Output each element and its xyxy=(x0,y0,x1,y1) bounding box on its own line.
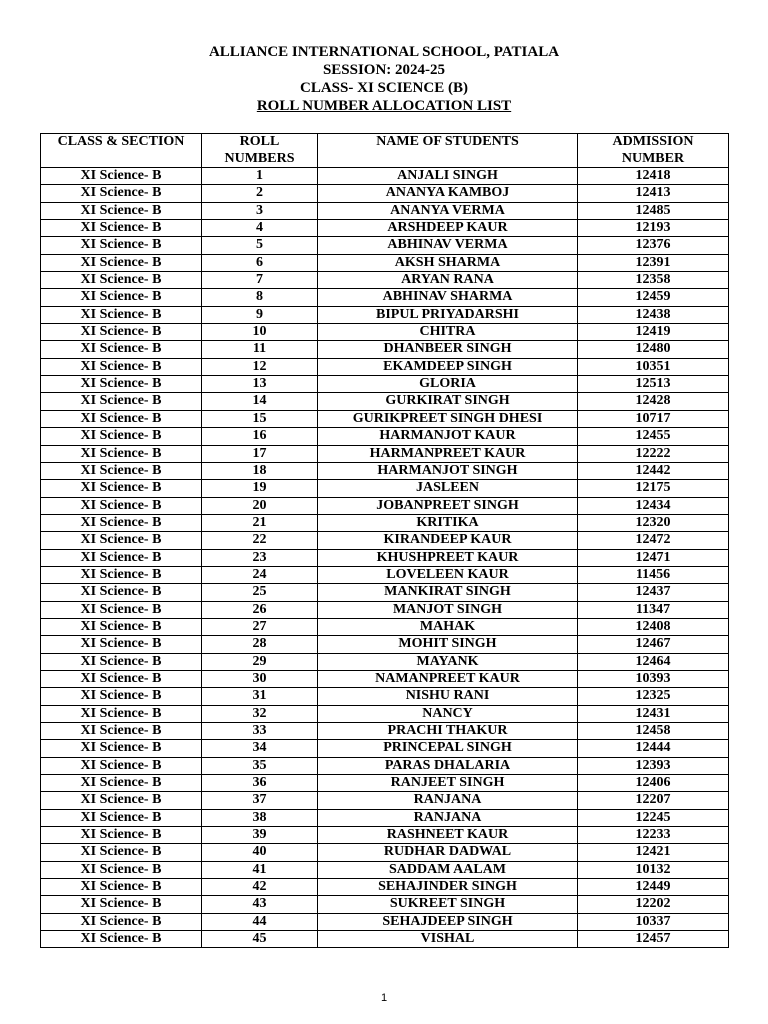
table-header-row xyxy=(41,134,729,168)
admission-number-cell: 12421 xyxy=(578,844,729,861)
class-section-cell: XI Science- B xyxy=(41,497,202,514)
student-name-cell: RANJANA xyxy=(318,792,578,809)
admission-number-cell: 10337 xyxy=(578,913,729,930)
student-name-cell: MAYANK xyxy=(318,653,578,670)
student-name-cell: RUDHAR DADWAL xyxy=(318,844,578,861)
student-name-cell: GLORIA xyxy=(318,376,578,393)
student-name-cell: RANJANA xyxy=(318,809,578,826)
admission-number-cell: 12437 xyxy=(578,584,729,601)
table-row xyxy=(41,514,729,531)
student-name-cell: ANANYA KAMBOJ xyxy=(318,185,578,202)
roll-number-cell: 14 xyxy=(202,393,318,410)
table-body xyxy=(41,168,729,948)
class-section-cell: XI Science- B xyxy=(41,705,202,722)
roll-number-cell: 19 xyxy=(202,480,318,497)
admission-number-cell: 10351 xyxy=(578,358,729,375)
roll-number-cell: 30 xyxy=(202,670,318,687)
student-name-cell: SEHAJINDER SINGH xyxy=(318,879,578,896)
admission-number-cell: 12472 xyxy=(578,532,729,549)
student-name-cell: BIPUL PRIYADARSHI xyxy=(318,306,578,323)
student-name-cell: KRITIKA xyxy=(318,514,578,531)
table-row xyxy=(41,740,729,757)
roll-number-cell: 13 xyxy=(202,376,318,393)
student-name-cell: ANANYA VERMA xyxy=(318,202,578,219)
admission-number-cell: 12193 xyxy=(578,220,729,237)
admission-number-cell: 12233 xyxy=(578,827,729,844)
class-section-cell: XI Science- B xyxy=(41,879,202,896)
admission-number-cell: 12438 xyxy=(578,306,729,323)
admission-number-cell: 12175 xyxy=(578,480,729,497)
class-label: CLASS- XI SCIENCE (B) xyxy=(300,80,468,96)
admission-number-cell: 12442 xyxy=(578,462,729,479)
table-row xyxy=(41,618,729,635)
admission-number-cell: 12480 xyxy=(578,341,729,358)
table-row xyxy=(41,896,729,913)
session-label: SESSION: 2024-25 xyxy=(322,62,446,78)
student-name-cell: ANJALI SINGH xyxy=(318,168,578,185)
table-row xyxy=(41,254,729,271)
roll-number-cell: 29 xyxy=(202,653,318,670)
roll-number-cell: 34 xyxy=(202,740,318,757)
roll-number-cell: 11 xyxy=(202,341,318,358)
student-name-cell: ARYAN RANA xyxy=(318,272,578,289)
table-row xyxy=(41,393,729,410)
class-section-cell: XI Science- B xyxy=(41,168,202,185)
class-section-cell: XI Science- B xyxy=(41,237,202,254)
admission-number-cell: 12428 xyxy=(578,393,729,410)
column-header-label: ROLL NUMBERS xyxy=(224,134,295,166)
roll-number-cell: 35 xyxy=(202,757,318,774)
admission-number-cell: 12358 xyxy=(578,272,729,289)
class-section-cell: XI Science- B xyxy=(41,289,202,306)
student-name-cell: HARMANJOT KAUR xyxy=(318,428,578,445)
class-section-cell: XI Science- B xyxy=(41,341,202,358)
roll-number-cell: 33 xyxy=(202,723,318,740)
class-section-cell: XI Science- B xyxy=(41,723,202,740)
admission-number-cell: 12245 xyxy=(578,809,729,826)
student-name-cell: SUKREET SINGH xyxy=(318,896,578,913)
roll-number-cell: 27 xyxy=(202,618,318,635)
class-section-cell: XI Science- B xyxy=(41,809,202,826)
table-row xyxy=(41,220,729,237)
roll-number-cell: 5 xyxy=(202,237,318,254)
roll-number-cell: 43 xyxy=(202,896,318,913)
student-name-cell: ABHINAV SHARMA xyxy=(318,289,578,306)
roll-number-cell: 1 xyxy=(202,168,318,185)
admission-number-cell: 12513 xyxy=(578,376,729,393)
table-row xyxy=(41,879,729,896)
class-section-cell: XI Science- B xyxy=(41,358,202,375)
class-section-cell: XI Science- B xyxy=(41,636,202,653)
admission-number-cell: 12467 xyxy=(578,636,729,653)
table-row xyxy=(41,601,729,618)
table-row xyxy=(41,705,729,722)
table-row xyxy=(41,584,729,601)
roll-number-cell: 12 xyxy=(202,358,318,375)
roll-number-cell: 38 xyxy=(202,809,318,826)
table-row xyxy=(41,341,729,358)
class-section-cell: XI Science- B xyxy=(41,688,202,705)
roll-number-cell: 10 xyxy=(202,324,318,341)
class-section-cell: XI Science- B xyxy=(41,775,202,792)
roll-number-cell: 37 xyxy=(202,792,318,809)
table-row xyxy=(41,202,729,219)
table-row xyxy=(41,809,729,826)
roll-number-cell: 31 xyxy=(202,688,318,705)
class-section-cell: XI Science- B xyxy=(41,844,202,861)
roll-number-cell: 32 xyxy=(202,705,318,722)
class-section-cell: XI Science- B xyxy=(41,410,202,427)
roll-number-cell: 25 xyxy=(202,584,318,601)
admission-number-cell: 12444 xyxy=(578,740,729,757)
table-row xyxy=(41,775,729,792)
class-section-cell: XI Science- B xyxy=(41,532,202,549)
table-row xyxy=(41,324,729,341)
class-section-cell: XI Science- B xyxy=(41,462,202,479)
admission-number-cell: 12418 xyxy=(578,168,729,185)
student-name-cell: AKSH SHARMA xyxy=(318,254,578,271)
class-section-cell: XI Science- B xyxy=(41,740,202,757)
column-header-student-name xyxy=(318,134,578,168)
student-name-cell: SEHAJDEEP SINGH xyxy=(318,913,578,930)
table-row xyxy=(41,688,729,705)
roll-number-cell: 41 xyxy=(202,861,318,878)
class-section-cell: XI Science- B xyxy=(41,861,202,878)
roll-number-cell: 4 xyxy=(202,220,318,237)
table-row xyxy=(41,376,729,393)
admission-number-cell: 12459 xyxy=(578,289,729,306)
roll-number-cell: 21 xyxy=(202,514,318,531)
admission-number-cell: 10717 xyxy=(578,410,729,427)
table-row xyxy=(41,670,729,687)
roll-number-cell: 18 xyxy=(202,462,318,479)
roll-number-cell: 23 xyxy=(202,549,318,566)
admission-number-cell: 12408 xyxy=(578,618,729,635)
table-row xyxy=(41,168,729,185)
table-row xyxy=(41,185,729,202)
student-name-cell: PRACHI THAKUR xyxy=(318,723,578,740)
admission-number-cell: 12458 xyxy=(578,723,729,740)
roll-number-cell: 6 xyxy=(202,254,318,271)
class-section-cell: XI Science- B xyxy=(41,480,202,497)
table-row xyxy=(41,358,729,375)
roll-number-cell: 24 xyxy=(202,566,318,583)
admission-number-cell: 12413 xyxy=(578,185,729,202)
table-row xyxy=(41,532,729,549)
class-section-cell: XI Science- B xyxy=(41,254,202,271)
student-name-cell: LOVELEEN KAUR xyxy=(318,566,578,583)
student-name-cell: ARSHDEEP KAUR xyxy=(318,220,578,237)
table-row xyxy=(41,549,729,566)
column-header-label: ADMISSION NUMBER xyxy=(612,134,694,166)
class-section-cell: XI Science- B xyxy=(41,306,202,323)
admission-number-cell: 12455 xyxy=(578,428,729,445)
class-section-cell: XI Science- B xyxy=(41,393,202,410)
roll-number-cell: 42 xyxy=(202,879,318,896)
roll-number-table xyxy=(40,133,729,948)
roll-number-cell: 2 xyxy=(202,185,318,202)
student-name-cell: JOBANPREET SINGH xyxy=(318,497,578,514)
column-header-label: NAME OF STUDENTS xyxy=(376,134,519,149)
class-section-cell: XI Science- B xyxy=(41,324,202,341)
class-section-cell: XI Science- B xyxy=(41,445,202,462)
table-row xyxy=(41,462,729,479)
admission-number-cell: 12434 xyxy=(578,497,729,514)
roll-number-cell: 16 xyxy=(202,428,318,445)
student-name-cell: SADDAM AALAM xyxy=(318,861,578,878)
class-section-cell: XI Science- B xyxy=(41,792,202,809)
admission-number-cell: 12207 xyxy=(578,792,729,809)
admission-number-cell: 12431 xyxy=(578,705,729,722)
admission-number-cell: 11347 xyxy=(578,601,729,618)
admission-number-cell: 11456 xyxy=(578,566,729,583)
admission-number-cell: 12222 xyxy=(578,445,729,462)
admission-number-cell: 12325 xyxy=(578,688,729,705)
column-header-roll-numbers xyxy=(202,134,318,168)
admission-number-cell: 10393 xyxy=(578,670,729,687)
class-section-cell: XI Science- B xyxy=(41,913,202,930)
student-name-cell: NAMANPREET KAUR xyxy=(318,670,578,687)
roll-number-cell: 7 xyxy=(202,272,318,289)
student-name-cell: HARMANPREET KAUR xyxy=(318,445,578,462)
admission-number-cell: 12202 xyxy=(578,896,729,913)
admission-number-cell: 12485 xyxy=(578,202,729,219)
student-name-cell: ABHINAV VERMA xyxy=(318,237,578,254)
student-name-cell: JASLEEN xyxy=(318,480,578,497)
table-row xyxy=(41,410,729,427)
admission-number-cell: 12376 xyxy=(578,237,729,254)
roll-number-cell: 22 xyxy=(202,532,318,549)
roll-number-cell: 20 xyxy=(202,497,318,514)
class-section-cell: XI Science- B xyxy=(41,896,202,913)
column-header-admission-number xyxy=(578,134,729,168)
roll-number-cell: 40 xyxy=(202,844,318,861)
table-row xyxy=(41,792,729,809)
roll-number-cell: 44 xyxy=(202,913,318,930)
admission-number-cell: 12320 xyxy=(578,514,729,531)
student-name-cell: PARAS DHALARIA xyxy=(318,757,578,774)
class-section-cell: XI Science- B xyxy=(41,220,202,237)
student-name-cell: MANJOT SINGH xyxy=(318,601,578,618)
class-section-cell: XI Science- B xyxy=(41,428,202,445)
roll-number-cell: 3 xyxy=(202,202,318,219)
student-name-cell: DHANBEER SINGH xyxy=(318,341,578,358)
admission-number-cell: 12393 xyxy=(578,757,729,774)
admission-number-cell: 12449 xyxy=(578,879,729,896)
class-section-cell: XI Science- B xyxy=(41,653,202,670)
roll-number-cell: 28 xyxy=(202,636,318,653)
student-name-cell: NISHU RANI xyxy=(318,688,578,705)
student-name-cell: KHUSHPREET KAUR xyxy=(318,549,578,566)
roll-number-cell: 9 xyxy=(202,306,318,323)
table-row xyxy=(41,636,729,653)
table-row xyxy=(41,757,729,774)
roll-number-cell: 36 xyxy=(202,775,318,792)
class-section-cell: XI Science- B xyxy=(41,272,202,289)
table-row xyxy=(41,289,729,306)
admission-number-cell: 12457 xyxy=(578,931,729,948)
table-row xyxy=(41,428,729,445)
student-name-cell: CHITRA xyxy=(318,324,578,341)
class-section-cell: XI Science- B xyxy=(41,202,202,219)
table-row xyxy=(41,844,729,861)
list-title: ROLL NUMBER ALLOCATION LIST xyxy=(256,98,512,114)
student-name-cell: HARMANJOT SINGH xyxy=(318,462,578,479)
student-name-cell: RANJEET SINGH xyxy=(318,775,578,792)
student-name-cell: NANCY xyxy=(318,705,578,722)
page-number: 1 xyxy=(380,992,388,1004)
table-row xyxy=(41,913,729,930)
class-section-cell: XI Science- B xyxy=(41,670,202,687)
table-row xyxy=(41,827,729,844)
class-section-cell: XI Science- B xyxy=(41,584,202,601)
class-section-cell: XI Science- B xyxy=(41,185,202,202)
roll-number-cell: 26 xyxy=(202,601,318,618)
student-name-cell: GURIKPREET SINGH DHESI xyxy=(318,410,578,427)
document-header xyxy=(0,43,768,115)
roll-number-cell: 15 xyxy=(202,410,318,427)
student-name-cell: PRINCEPAL SINGH xyxy=(318,740,578,757)
class-section-cell: XI Science- B xyxy=(41,757,202,774)
admission-number-cell: 10132 xyxy=(578,861,729,878)
table-row xyxy=(41,653,729,670)
roll-number-cell: 45 xyxy=(202,931,318,948)
student-name-cell: MOHIT SINGH xyxy=(318,636,578,653)
column-header-label: CLASS & SECTION xyxy=(57,134,185,149)
table-row xyxy=(41,306,729,323)
class-section-cell: XI Science- B xyxy=(41,514,202,531)
admission-number-cell: 12419 xyxy=(578,324,729,341)
table-row xyxy=(41,480,729,497)
table-row xyxy=(41,931,729,948)
table-row xyxy=(41,861,729,878)
student-name-cell: KIRANDEEP KAUR xyxy=(318,532,578,549)
column-header-class-section xyxy=(41,134,202,168)
student-name-cell: EKAMDEEP SINGH xyxy=(318,358,578,375)
roll-number-cell: 8 xyxy=(202,289,318,306)
table-row xyxy=(41,566,729,583)
school-name: ALLIANCE INTERNATIONAL SCHOOL, PATIALA xyxy=(208,44,560,60)
table-row xyxy=(41,272,729,289)
roll-number-cell: 17 xyxy=(202,445,318,462)
class-section-cell: XI Science- B xyxy=(41,931,202,948)
student-name-cell: RASHNEET KAUR xyxy=(318,827,578,844)
roll-number-cell: 39 xyxy=(202,827,318,844)
class-section-cell: XI Science- B xyxy=(41,601,202,618)
admission-number-cell: 12471 xyxy=(578,549,729,566)
admission-number-cell: 12464 xyxy=(578,653,729,670)
student-name-cell: GURKIRAT SINGH xyxy=(318,393,578,410)
table-row xyxy=(41,497,729,514)
admission-number-cell: 12406 xyxy=(578,775,729,792)
student-name-cell: MANKIRAT SINGH xyxy=(318,584,578,601)
table-row xyxy=(41,723,729,740)
table-row xyxy=(41,445,729,462)
class-section-cell: XI Science- B xyxy=(41,549,202,566)
class-section-cell: XI Science- B xyxy=(41,827,202,844)
student-name-cell: MAHAK xyxy=(318,618,578,635)
table-row xyxy=(41,237,729,254)
class-section-cell: XI Science- B xyxy=(41,566,202,583)
class-section-cell: XI Science- B xyxy=(41,618,202,635)
class-section-cell: XI Science- B xyxy=(41,376,202,393)
admission-number-cell: 12391 xyxy=(578,254,729,271)
student-name-cell: VISHAL xyxy=(318,931,578,948)
